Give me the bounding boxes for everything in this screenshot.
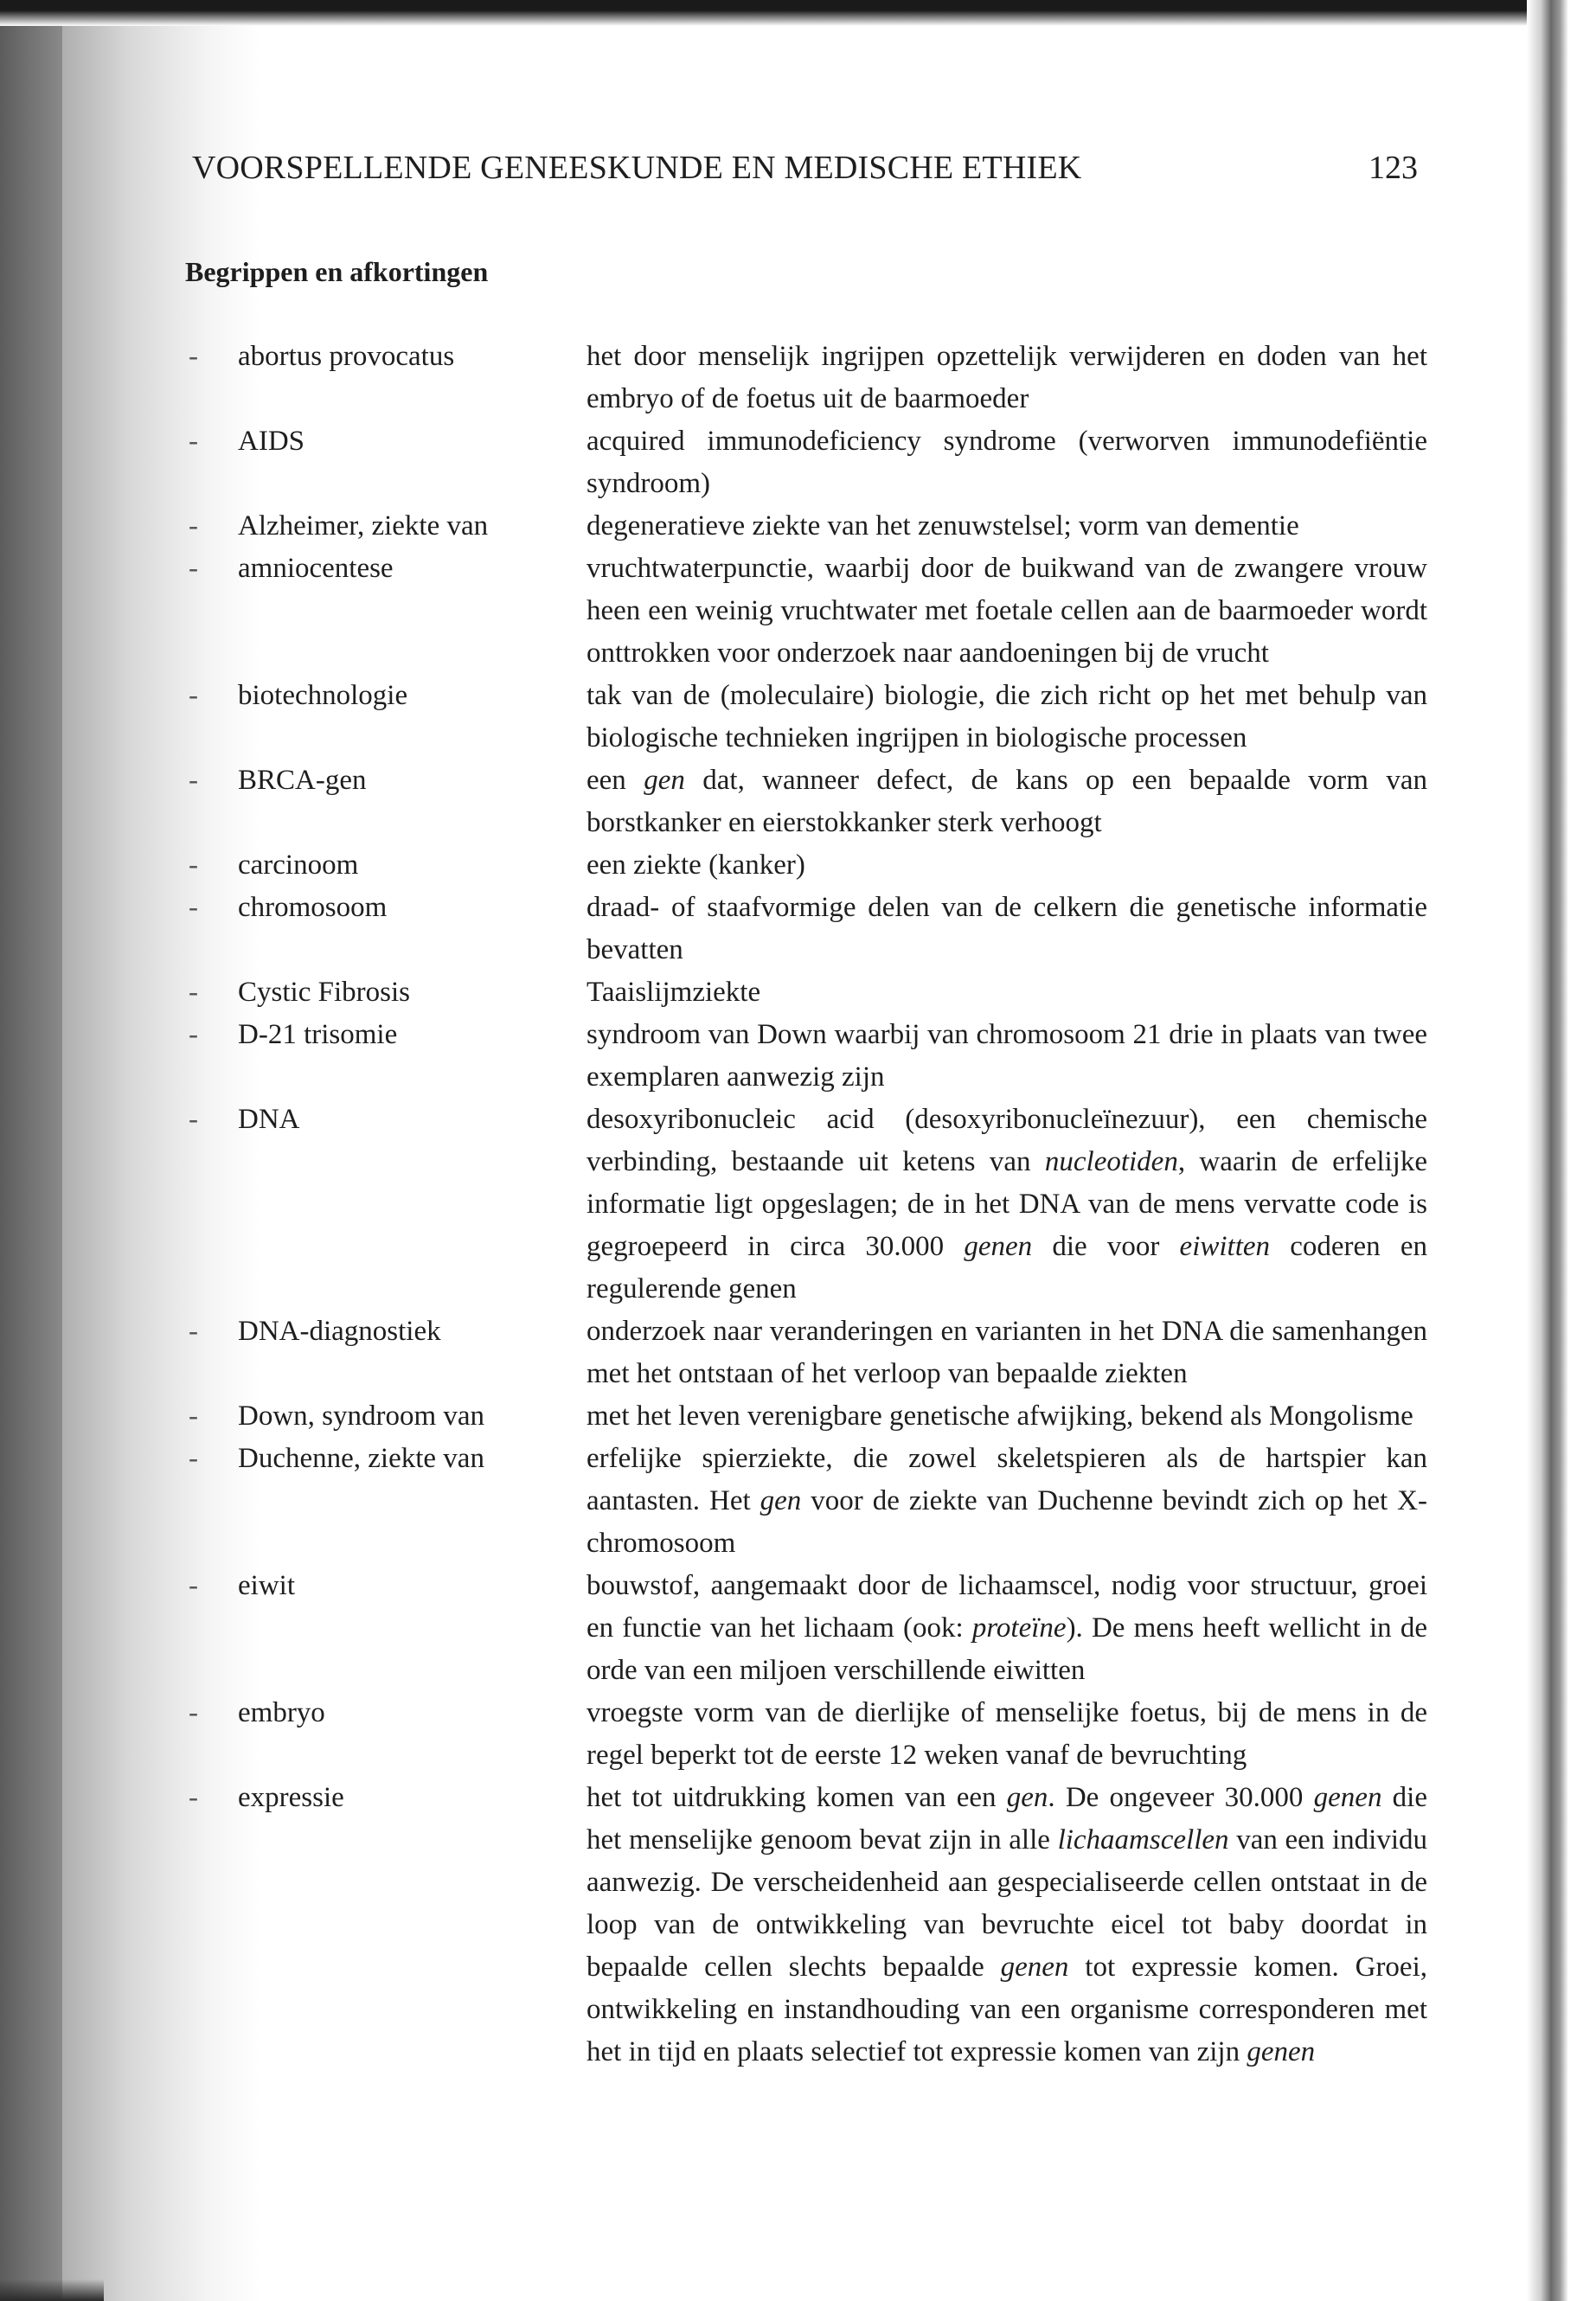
section-heading: Begrippen en afkortingen bbox=[185, 256, 489, 287]
glossary-definition bbox=[586, 505, 1427, 548]
list-dash-icon: - bbox=[189, 1697, 198, 1728]
glossary-term: biotechnologie bbox=[238, 680, 408, 711]
glossary-term: Alzheimer, ziekte van bbox=[238, 510, 489, 542]
glossary-definition bbox=[586, 844, 1427, 887]
running-header: VOORSPELLENDE GENEESKUNDE EN MEDISCHE ETHIEK bbox=[192, 150, 1082, 186]
glossary-term-cell bbox=[173, 1438, 586, 1565]
definition-text: desoxyribonucleic acid (desoxyribonucleïnezuur), een chemische verbinding, bestaande uit ketens van bbox=[586, 1104, 1427, 1177]
list-dash-icon: - bbox=[189, 426, 198, 457]
definition-text: Taaislijmziekte bbox=[586, 977, 761, 1008]
glossary-term-cell bbox=[173, 1395, 586, 1438]
glossary-term-cell bbox=[173, 760, 586, 844]
definition-italic-term: genen bbox=[1247, 2036, 1316, 2067]
glossary-term: BRCA-gen bbox=[238, 765, 367, 796]
glossary-term-cell bbox=[173, 1692, 586, 1777]
definition-text: coderen en regulerende genen bbox=[586, 1231, 1427, 1304]
glossary-list bbox=[173, 336, 1427, 2073]
definition-text: tot expressie komen. Groei, ontwikkeling en instandhouding van een organisme corresponderen met het in tijd en plaats selectief tot expressie komen van zijn bbox=[586, 1952, 1428, 2067]
glossary-definition bbox=[586, 1438, 1427, 1565]
list-dash-icon: - bbox=[189, 510, 198, 542]
definition-text: die het menselijke genoom bevat zijn in alle bbox=[586, 1782, 1427, 1856]
glossary-term-cell bbox=[173, 1777, 586, 2073]
definition-text: syndroom van Down waarbij van chromosoom 21 drie in plaats van twee exemplaren aanwezig zijn bbox=[586, 1019, 1427, 1093]
glossary-term-cell bbox=[173, 336, 586, 420]
list-dash-icon: - bbox=[189, 849, 198, 881]
list-dash-icon: - bbox=[189, 680, 198, 711]
glossary-definition bbox=[586, 1565, 1427, 1692]
glossary-definition bbox=[586, 336, 1427, 420]
glossary-entry bbox=[173, 1395, 1427, 1438]
glossary-entry bbox=[173, 760, 1427, 844]
glossary-entry bbox=[173, 1565, 1427, 1692]
definition-text: een ziekte (kanker) bbox=[586, 849, 805, 881]
definition-italic-term: gen bbox=[644, 765, 685, 796]
definition-text: het tot uitdrukking komen van een bbox=[586, 1782, 1007, 1813]
list-dash-icon: - bbox=[189, 1782, 198, 1813]
definition-text: . De ongeveer 30.000 bbox=[1048, 1782, 1314, 1813]
glossary-term-cell bbox=[173, 887, 586, 971]
glossary-entry bbox=[173, 548, 1427, 675]
glossary-term-cell bbox=[173, 1311, 586, 1395]
glossary-definition bbox=[586, 1395, 1427, 1438]
glossary-term: chromosoom bbox=[238, 892, 388, 923]
glossary-entry bbox=[173, 887, 1427, 971]
definition-text: degeneratieve ziekte van het zenuwstelsel; vorm van dementie bbox=[586, 510, 1299, 542]
glossary-term-cell bbox=[173, 505, 586, 548]
definition-italic-term: lichaamscellen bbox=[1057, 1824, 1229, 1856]
glossary-definition bbox=[586, 1311, 1427, 1395]
definition-text: vroegste vorm van de dierlijke of menselijke foetus, bij de mens in de regel beperkt tot de eerste 12 weken vanaf de bevruchting bbox=[586, 1697, 1427, 1771]
glossary-entry bbox=[173, 1311, 1427, 1395]
glossary-term: Cystic Fibrosis bbox=[238, 977, 410, 1008]
glossary-definition bbox=[586, 760, 1427, 844]
glossary-entry bbox=[173, 336, 1427, 420]
definition-text: voor de ziekte van Duchenne bevindt zich op het X-chromosoom bbox=[586, 1485, 1427, 1559]
glossary-term: eiwit bbox=[238, 1570, 295, 1601]
glossary-entry bbox=[173, 1438, 1427, 1565]
glossary-term: Duchenne, ziekte van bbox=[238, 1443, 484, 1474]
glossary-entry bbox=[173, 675, 1427, 760]
definition-text: van een individu aanwezig. De verscheidenheid aan gespecialiseerde cellen ontstaat in de loop van de ontwikkeling van bevruchte eicel tot baby doordat in bepaalde cellen slechts bepaalde bbox=[586, 1824, 1427, 1983]
definition-text: bouwstof, aangemaakt door de lichaamscel, nodig voor structuur, groei en functie van het lichaam (ook: bbox=[586, 1570, 1427, 1644]
glossary-term: carcinoom bbox=[238, 849, 359, 881]
glossary-term: AIDS bbox=[238, 426, 305, 457]
glossary-entry bbox=[173, 1692, 1427, 1777]
glossary-entry bbox=[173, 420, 1427, 505]
glossary-entry bbox=[173, 505, 1427, 548]
definition-text: tak van de (moleculaire) biologie, die zich richt op het met behulp van biologische technieken ingrijpen in biologische processen bbox=[586, 680, 1427, 753]
definition-text: ). De mens heeft wellicht in de orde van een miljoen verschillende eiwitten bbox=[586, 1612, 1427, 1686]
glossary-definition bbox=[586, 1099, 1427, 1311]
glossary-entry bbox=[173, 1099, 1427, 1311]
glossary-term-cell bbox=[173, 1565, 586, 1692]
glossary-entry bbox=[173, 971, 1427, 1014]
list-dash-icon: - bbox=[189, 1316, 198, 1347]
definition-italic-term: nucleotiden bbox=[1044, 1146, 1178, 1177]
glossary-definition bbox=[586, 971, 1427, 1014]
glossary-definition bbox=[586, 1692, 1427, 1777]
glossary-definition bbox=[586, 548, 1427, 675]
glossary-term: expressie bbox=[238, 1782, 344, 1813]
glossary-term: DNA-diagnostiek bbox=[238, 1316, 441, 1347]
list-dash-icon: - bbox=[189, 1104, 198, 1135]
definition-text: vruchtwaterpunctie, waarbij door de buikwand van de zwangere vrouw heen een weinig vruchtwater met foetale cellen aan de baarmoeder wordt onttrokken voor onderzoek naar aandoeningen bij de vrucht bbox=[586, 553, 1427, 669]
list-dash-icon: - bbox=[189, 892, 198, 923]
definition-italic-term: proteïne bbox=[971, 1612, 1067, 1644]
glossary-term-cell bbox=[173, 675, 586, 760]
page-number: 123 bbox=[1368, 150, 1418, 186]
definition-text: acquired immunodeficiency syndrome (verworven immunodefiëntie syndroom) bbox=[586, 426, 1427, 499]
glossary-entry bbox=[173, 1777, 1427, 2073]
list-dash-icon: - bbox=[189, 1443, 198, 1474]
glossary-definition bbox=[586, 675, 1427, 760]
glossary-term: D-21 trisomie bbox=[238, 1019, 398, 1050]
definition-text: die voor bbox=[1032, 1231, 1180, 1262]
list-dash-icon: - bbox=[189, 553, 198, 584]
glossary-term-cell bbox=[173, 971, 586, 1014]
glossary-term-cell bbox=[173, 1099, 586, 1311]
definition-text: erfelijke spierziekte, die zowel skeletspieren als de hartspier kan aantasten. Het bbox=[586, 1443, 1427, 1516]
definition-text: met het leven verenigbare genetische afwijking, bekend als Mongolisme bbox=[586, 1400, 1413, 1432]
definition-italic-term: genen bbox=[1000, 1952, 1069, 1983]
definition-text: onderzoek naar veranderingen en varianten in het DNA die samenhangen met het ontstaan of het verloop van bepaalde ziekten bbox=[586, 1316, 1427, 1389]
definition-italic-term: genen bbox=[1313, 1782, 1382, 1813]
definition-text: draad- of staafvormige delen van de celkern die genetische informatie bevatten bbox=[586, 892, 1427, 965]
glossary-term: DNA bbox=[238, 1104, 300, 1135]
list-dash-icon: - bbox=[189, 341, 198, 372]
glossary-definition bbox=[586, 887, 1427, 971]
glossary-entry bbox=[173, 1014, 1427, 1099]
glossary-term: amniocentese bbox=[238, 553, 394, 584]
definition-text: het door menselijk ingrijpen opzettelijk verwijderen en doden van het embryo of de foetus uit de baarmoeder bbox=[586, 341, 1427, 414]
glossary-term-cell bbox=[173, 548, 586, 675]
definition-text: een bbox=[586, 765, 644, 796]
list-dash-icon: - bbox=[189, 1570, 198, 1601]
glossary-definition bbox=[586, 1777, 1427, 2073]
glossary-definition bbox=[586, 1014, 1427, 1099]
definition-italic-term: gen bbox=[1006, 1782, 1048, 1813]
definition-italic-term: eiwitten bbox=[1179, 1231, 1271, 1262]
definition-text: , waarin de erfelijke informatie ligt opgeslagen; de in het DNA van de mens vervatte code is gegroepeerd in circa 30.000 bbox=[586, 1146, 1427, 1262]
definition-text: dat, wanneer defect, de kans op een bepaalde vorm van borstkanker en eierstokkanker sterk verhoogt bbox=[586, 765, 1428, 838]
list-dash-icon: - bbox=[189, 977, 198, 1008]
glossary-definition bbox=[586, 420, 1427, 505]
glossary-term: embryo bbox=[238, 1697, 325, 1728]
list-dash-icon: - bbox=[189, 1400, 198, 1432]
definition-italic-term: gen bbox=[760, 1485, 802, 1516]
list-dash-icon: - bbox=[189, 765, 198, 796]
list-dash-icon: - bbox=[189, 1019, 198, 1050]
glossary-term-cell bbox=[173, 420, 586, 505]
glossary-entry bbox=[173, 844, 1427, 887]
glossary-term: abortus provocatus bbox=[238, 341, 455, 372]
glossary-term-cell bbox=[173, 1014, 586, 1099]
glossary-term-cell bbox=[173, 844, 586, 887]
glossary-term: Down, syndroom van bbox=[238, 1400, 485, 1432]
definition-italic-term: genen bbox=[964, 1231, 1033, 1262]
